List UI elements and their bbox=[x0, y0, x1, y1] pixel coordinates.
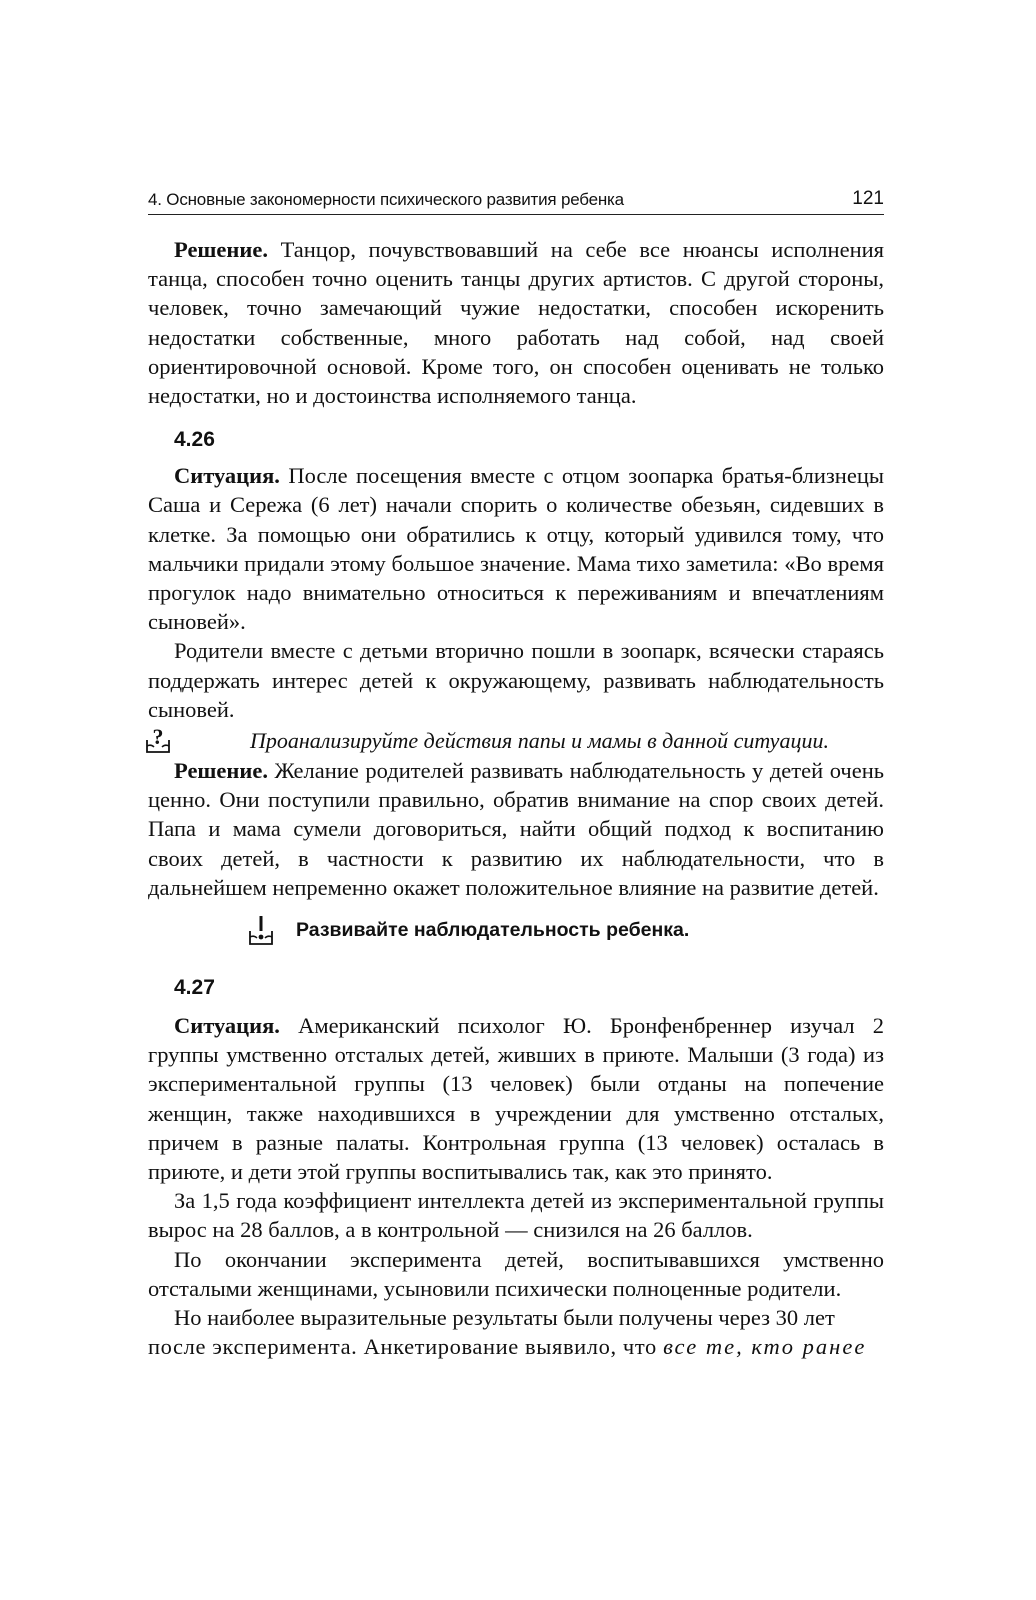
book-page bbox=[148, 188, 884, 1362]
paragraph: Но наиболее выразительные результаты были получены через 30 лет bbox=[174, 1305, 835, 1331]
running-head bbox=[148, 188, 884, 215]
situation-label: Ситуация. bbox=[174, 1013, 280, 1039]
advice-text: Развивайте наблюдательность ребенка. bbox=[296, 918, 690, 941]
solution-paragraph bbox=[148, 235, 884, 410]
case-number: 4.27 bbox=[174, 976, 215, 1000]
situation-paragraph bbox=[148, 1011, 884, 1186]
svg-text:?: ? bbox=[152, 725, 164, 750]
question-text: Проанализируйте действия папы и мамы в данной ситуации. bbox=[250, 727, 829, 753]
page-content bbox=[148, 235, 884, 1362]
advice-block bbox=[148, 914, 884, 946]
paragraph: За 1,5 года коэффициент интеллекта детей из экспериментальной группы вырос на 28 баллов, а в контрольной — снизился на 26 баллов. bbox=[148, 1188, 884, 1243]
solution-text: Желание родителей развивать наблюдательность у детей очень ценно. Они поступили правильно, обратив внимание на спор своих детей. Папа и мама сумели договориться, найти общий подход к воспитанию своих детей, в частности к развитию их наблюдательности, что в дальнейшем непременно окажет положительное влияние на развитие детей. bbox=[148, 758, 884, 900]
situation-paragraph bbox=[148, 461, 884, 636]
solution-label: Решение. bbox=[174, 237, 268, 262]
page-number: 121 bbox=[852, 188, 884, 209]
solution-text: Танцор, почувствовавший на себе все нюансы исполнения танца, способен точно оценить танцы других артистов. С другой стороны, человек, точно замечающий чужие недостатки, способен искоренить недостатки собственные, много работать над собой, над своей ориентировочной основой. Кроме того, он способен оценивать не только недостатки, но и достоинства исполняемого танца. bbox=[148, 237, 884, 409]
situation-text: Американский психолог Ю. Бронфенбреннер изучал 2 группы умственно отсталых детей, живших в приюте. Малыши (3 года) из экспериментальной группы (13 человек) были отданы на попечение женщин, также находившихся в учреждении для умственно отсталых, причем в разные палаты. Контрольная группа (13 человек) осталась в приюте, и дети этой группы воспитывались так, как это принято. bbox=[148, 1013, 884, 1185]
situation-label: Ситуация. bbox=[174, 463, 280, 489]
solution-label: Решение. bbox=[174, 758, 268, 784]
question-in-hands-icon bbox=[144, 725, 172, 755]
emphasized-text: все те, кто ранее bbox=[663, 1334, 867, 1360]
paragraph-lead: после эксперимента. Анкетирование выявило, что bbox=[148, 1334, 664, 1360]
paragraph: По окончании эксперимента детей, воспитывавшихся умственно отсталыми женщинами, усыновили психически полноценные родители. bbox=[148, 1246, 884, 1301]
solution-paragraph bbox=[148, 756, 884, 902]
chapter-title: 4. Основные закономерности психического развития ребенка bbox=[148, 190, 624, 209]
case-number: 4.26 bbox=[174, 428, 215, 452]
situation-text: После посещения вместе с отцом зоопарка братья-близнецы Саша и Сережа (6 лет) начали спорить о количестве обезьян, сидевших в клетке. За помощью они обратились к отцу, который удивился тому, что мальчики придали этому большое значение. Мама тихо заметила: «Во время прогулок надо внимательно относиться к переживаниям и впечатлениям сыновей». bbox=[148, 463, 884, 635]
paragraph-continued bbox=[148, 1332, 884, 1361]
exclamation-in-hands-icon bbox=[248, 914, 274, 946]
question-block bbox=[144, 725, 884, 755]
paragraph: Родители вместе с детьми вторично пошли в зоопарк, всячески стараясь поддержать интерес детей к окружающему, развивать наблюдательность сыновей. bbox=[148, 638, 884, 722]
